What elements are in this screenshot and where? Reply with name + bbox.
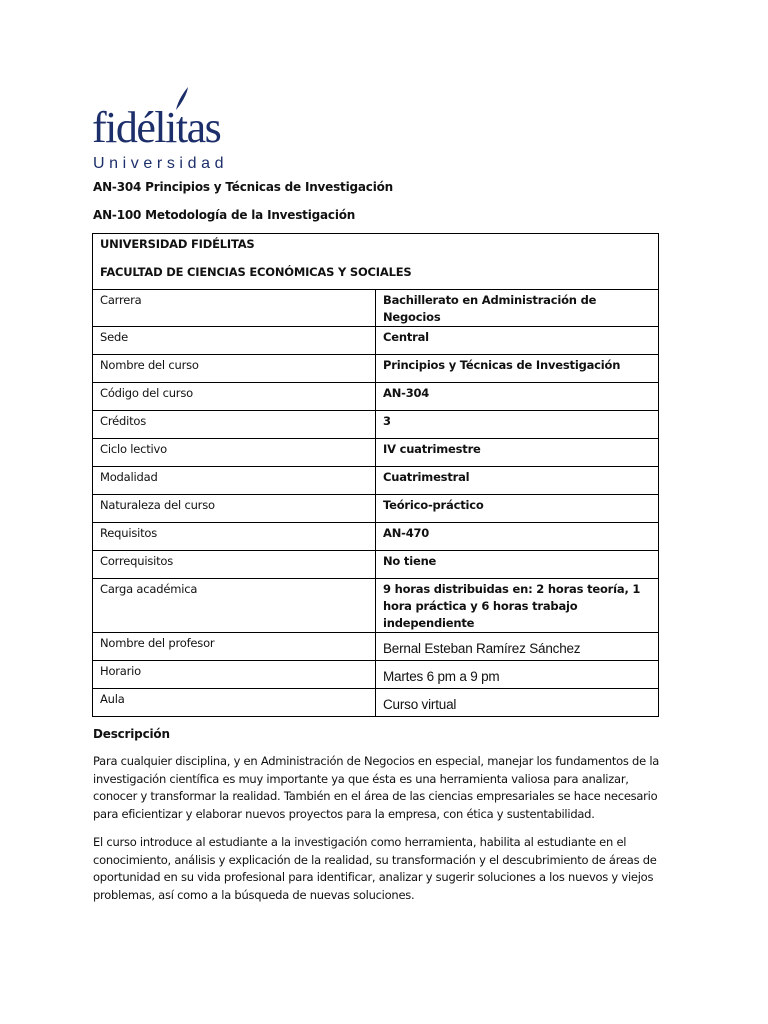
table-header-cell bbox=[93, 234, 659, 290]
row-value: Cuatrimestral bbox=[376, 467, 659, 495]
table-row bbox=[93, 327, 659, 355]
table-row bbox=[93, 551, 659, 579]
table-header-row bbox=[93, 234, 659, 290]
university-name: UNIVERSIDAD FIDÉLITAS bbox=[100, 237, 255, 251]
row-value: Teórico-práctico bbox=[376, 495, 659, 523]
row-value: Principios y Técnicas de Investigación bbox=[376, 355, 659, 383]
description-paragraph: Para cualquier disciplina, y en Administración de Negocios en especial, manejar los fundamentos de la investigación científica es muy importante ya que ésta es una herramienta valiosa para analizar, conocer y transformar la realidad. También en el área de las ciencias empresariales se hace necesario para eficientizar y elaborar nuevos proyectos para la empresa, con ética y sustentabilidad. bbox=[93, 754, 660, 821]
row-value: No tiene bbox=[376, 551, 659, 579]
course-code-line: AN-304 Principios y Técnicas de Investigación bbox=[93, 180, 394, 194]
course-code-line: AN-100 Metodología de la Investigación bbox=[93, 208, 356, 222]
schedule-value: Martes 6 pm a 9 pm bbox=[376, 661, 659, 689]
row-key: Ciclo lectivo bbox=[93, 439, 376, 467]
row-key: Carrera bbox=[93, 290, 376, 327]
table-row bbox=[93, 290, 659, 327]
row-key: Sede bbox=[93, 327, 376, 355]
row-key: Requisitos bbox=[93, 523, 376, 551]
table-row bbox=[93, 355, 659, 383]
table-row bbox=[93, 467, 659, 495]
logo-subtitle: Universidad bbox=[93, 155, 229, 172]
table-row bbox=[93, 495, 659, 523]
row-value: 9 horas distribuidas en: 2 horas teoría, 1 hora práctica y 6 horas trabajo independiente bbox=[376, 579, 659, 633]
faculty-name: FACULTAD DE CIENCIAS ECONÓMICAS Y SOCIALES bbox=[100, 265, 412, 279]
row-value: AN-470 bbox=[376, 523, 659, 551]
row-key: Aula bbox=[93, 689, 376, 717]
classroom-value: Curso virtual bbox=[376, 689, 659, 717]
row-key: Créditos bbox=[93, 411, 376, 439]
row-key: Código del curso bbox=[93, 383, 376, 411]
fidelitas-logo bbox=[92, 86, 252, 172]
row-key: Correquisitos bbox=[93, 551, 376, 579]
row-value: Central bbox=[376, 327, 659, 355]
description-heading: Descripción bbox=[93, 727, 170, 741]
row-value: Bachillerato en Administración de Negocios bbox=[376, 290, 659, 327]
table-row bbox=[93, 439, 659, 467]
table-row bbox=[93, 661, 659, 689]
table-row bbox=[93, 523, 659, 551]
row-key: Nombre del profesor bbox=[93, 633, 376, 661]
row-value: AN-304 bbox=[376, 383, 659, 411]
row-value: 3 bbox=[376, 411, 659, 439]
row-value: IV cuatrimestre bbox=[376, 439, 659, 467]
table-row bbox=[93, 689, 659, 717]
description-paragraph: El curso introduce al estudiante a la investigación como herramienta, habilita al estudiante en el conocimiento, análisis y explicación de la realidad, su transformación y el descubrimiento de áreas de oportunidad en su vida profesional para identificar, analizar y sugerir soluciones a los nuevos y viejos problemas, así como a la búsqueda de nuevas soluciones. bbox=[93, 835, 657, 902]
row-key: Horario bbox=[93, 661, 376, 689]
row-key: Naturaleza del curso bbox=[93, 495, 376, 523]
row-key: Modalidad bbox=[93, 467, 376, 495]
table-row bbox=[93, 579, 659, 633]
professor-name-value: Bernal Esteban Ramírez Sánchez bbox=[376, 633, 659, 661]
table-row bbox=[93, 411, 659, 439]
table-row bbox=[93, 383, 659, 411]
course-info-table bbox=[92, 233, 659, 717]
row-key: Nombre del curso bbox=[93, 355, 376, 383]
row-key: Carga académica bbox=[93, 579, 376, 633]
logo-wordmark: fidélitas bbox=[92, 103, 221, 152]
table-row bbox=[93, 633, 659, 661]
